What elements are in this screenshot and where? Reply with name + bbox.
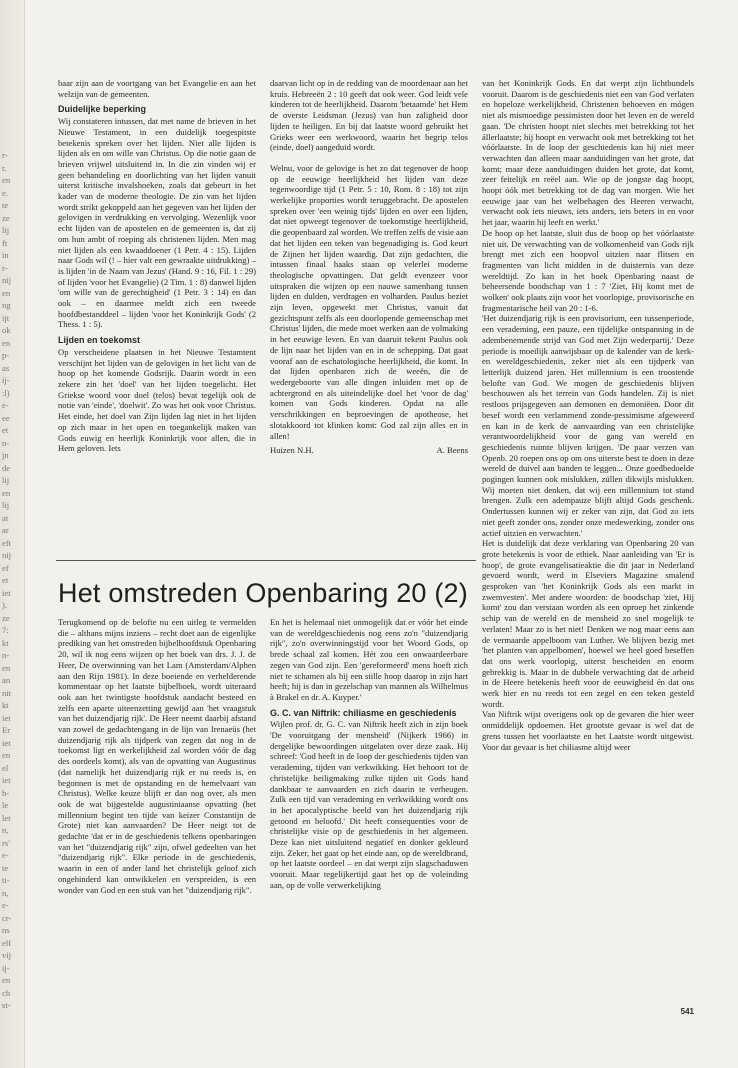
right-column — [482, 78, 694, 1002]
binding-fragment: en — [2, 175, 11, 185]
binding-fragment: ijt — [2, 313, 10, 323]
paragraph: Op verscheidene plaatsen in het Nieuwe Testamtent verschijnt het lijden van de gelovigen in het licht van de hoop op het komende Godsrijk. Daarin wordt in een zekere zin het 'doel' van het lijden toegelicht. Het Griekse woord voor doel (telos) bevat tegelijk ook de notie van 'einde', 'doelwit'. Zo was het ook voor Christus. Het einde, het doel van Zijn lijden lag niet in het lijden op zich maar in het open en toegankelijk maken van Gods euwig en heerlijk Koninkrijk voor allen, die in Hem geloven. Iets — [58, 346, 256, 454]
binding-fragment: ze — [2, 213, 10, 223]
binding-fragment: an — [2, 675, 11, 685]
binding-fragment: en — [2, 488, 11, 498]
binding-fragment: ok — [2, 325, 11, 335]
binding-fragment: r- — [2, 150, 8, 160]
binding-fragment: el — [2, 763, 9, 773]
binding-fragment: le — [2, 800, 9, 810]
binding-fragment: en — [2, 288, 11, 298]
binding-fragment: iet — [2, 713, 11, 723]
binding-fragment: en — [2, 975, 11, 985]
binding-fragment: r. — [2, 163, 7, 173]
binding-fragment: lij — [2, 475, 10, 485]
binding-fragment: en — [2, 750, 11, 760]
author-name: A. Beens — [436, 445, 468, 456]
binding-fragment: lij — [2, 500, 10, 510]
binding-fragment: iet — [2, 775, 11, 785]
binding-fragment: e- — [2, 900, 9, 910]
paragraph: Wijlen prof. dr. G. C. van Niftrik heeft zich in zijn boek 'De vooruitgang der mensheid' (Nijkerk 1966) in dergelijke bewoordingen uitgelaten over deze zaak. Hij schreef: 'God heeft in de loop der geschiedenis tijden van verademing, tijden van verkwikking. Het behoort tot de christelijke heiligmaking zulke tijden uit Gods hand dankbaar te aanvaarden en zich daarin te verheugen. Zulk een tijd van verademing en verkwikking wordt ons in het apocalyptische beeld van het duizendjarig rijk getoond en beloofd.' Dit heeft consequenties voor de christelijke visie op de geschiedenis in het algemeen. Deze kan niet uitsluitend negatief en donker gekleurd zijn. Zeker, het gaat op het einde aan, op de wereldbrand, op het laatste oordeel – en dat werpt zijn slagschaduwen vooruit. Maar tegelijkertijd gaat het op de voleinding aan, op de volle verwerkelijking — [270, 719, 468, 890]
binding-fragment: et — [2, 425, 9, 435]
binding-fragment: e. — [2, 188, 8, 198]
paragraph: Welnu, voor de gelovige is het zo dat tegenover de hoop op de eeuwige heerlijkheid het lijden van deze tegenwoordige tijd (1 Petr. 5 : 10, Rom. 8 : 18) tot zijn werkelijke proporties wordt teruggebracht. De apostelen spreken over 'een weinig tijds' lijden en over een lijden, dat niet opweegt tegenover de toekomstige heerlijkheid, die geopenbaard zal worden. We treffen zelfs de visie aan dat het lijden een teken van begenadiging is. God keurt de Zijnen het lijden waardig. Dat zijn gedachten, die intussen finaal haaks staan op velerlei moderne theologische opvattingen. Dat geldt evenzeer voor uitspraken die wijzen op een nauwe samenhang tussen lijden en dulden, verdragen en volharden. Paulus beziet zijn leven, opgewekt met Christus, vanuit dat gezichtspunt zelfs als een doorlopende gemeenschap met Christus' lijden, die mede moet werken aan de volmaking in het eeuwige leven. En van daaruit tekent Paulus ook de lijn naar het lijden van en in de schepping. Dat gaat vooraf aan de eschatologische heerlijkheid, die komt. In dat lijden openbaren zich de weeën, die de wedergeboorte van alle dingen inluiden met op de achtergrond en als uiteindelijke doel het 'voor de dag' komen van Gods kinderen. Opdat na alle verschrikkingen en beproevingen de apotheose, het slotakkoord tot klinken komt: God zal zijn alles en in allen! — [270, 162, 468, 441]
paragraph: 'Het duizendjarig rijk is een provisorium, een tussenperiode, een verademing, een pauze, een tijdelijke ontspanning in de adembenemende strijd van God met Zijn wederpartij.' Deze periode is moeilijk aanwijsbaar op de kalender van de kerk- en wereldgeschiedenis, zeker niet als een tijdperk van letterlijk duizend jaren. Het millennium is een troostende belofte van God. We mogen de geschiedenis blijven beschouwen als het terrein van Gods handelen. Zij is niet restloos prijsgegeven aan demonen en demoniëen. Door dit besef wordt een verlammend zonde-pessimisme afgeweerd en kan in de kerk de aanvaarding van een christelijke verantwoordelijkheid voor de gang van wereld en geschiedenis ruimte blijven krijgen. 'De paar verzen van Openb. 20 roepen ons op om ons uiterste best te doen in deze wereld de duivel aan banden te leggen... Onze goedbedoelde pogingen kunnen ook mislukken, zúllen dikwijls mislukken. Wij moeten niet denken, dat wij een millennium tot stand brengen. Zulk een adempauze blijft altijd Gods geschenk. Ondertussen kunnen wij er zeker van zijn, dat God zo iets niet geeft zonder ons, zonder onze medewerking, zonder ons actief uitzien en verwachten.' — [482, 313, 694, 538]
binding-fragment: kt — [2, 638, 9, 648]
intro-paragraph: baar zijn aan de voortgang van het Evangelie en aan het welzijn van de gemeenten. — [58, 78, 256, 99]
binding-fragment: rs' — [2, 838, 10, 848]
binding-fragment: ti- — [2, 875, 10, 885]
paragraph: van het Koninkrijk Gods. En dat werpt zijn lichtbundels vooruit. Daarom is de geschiedenis niet een van God verlaten en hopeloze werkelijkheid. Christenen behoeven en mógen niet als mismoedige pessimisten door het leven en de wereld gaan. 'De christen hoopt niet slechts met betrekking tot het állerlaatste; hij hoopt en verwacht ook met betrekking tot het vóórlaatste. In de loop der geschiedenis kan hij niet meer verwachten dan alleen maar aanduidingen van het grote, dat komt; maar deze aanduidingen duiden het grote, dat komt, zeer feitelijk en reëel aan. Wie op de jongste dag hoopt, hoopt óók met betrekking tot de dag van morgen. Wie het eeuwige jaar van het welbehagen des Heeren verwacht, verwacht ook iets nieuws, iets anders, iets beters in en voor het jaar, waarin hij leeft en werkt.' — [482, 78, 694, 228]
paragraph: Terugkomend op de belofte nu een uitleg te vermelden die – althans mijns inziens – recht doet aan de eigenlijke prediking van het omstreden bijbelhoofdstuk Openbaring 20, wil ik nog eens wijzen op het boek van drs. J. J. de Heer, De overwinning van het Lam (Amsterdam/Alphen aan den Rijn 1981). In deze boeiende en verhelderende kommentaar op het laatste bijbelboek, wordt uiteraard ook aan het twintigste hoofdstuk aandacht besteed en zelfs een aparte uiteenzetting gewijd aan 'het vraagstuk van het duizendjarig rijk'. De Heer neemt daarbij afstand van zowel de gedachtengang in de lijn van Irenaeüs (het duizendjarig rijk als tijdperk van zegen dat nog in de toekomst ligt en werkelijkheid zal worden vóór de dag des oordeels komt), als van de opvatting van Augustinus (dat namelijk het duizendjarig rijk er nu reeds is, en begonnen is met de opstanding en de hemelvaart van Christus). Welke keuze blijft er dan nog over, als men ook de wat bijgestelde augustiniaanse opvatting (het millennium begint ten tijde van keizer Constantijn de Grote) niet kan aanvaarden? De Heer neigt tot de gedachte 'dat er in de geschiedenis telkens openbaringen van het "duizendjarig rijk" zijn, ofwel gedeelten van het "duizendjarig rijk". Elke periode in de geschiedenis, waarin in een of ander land het christelijk geloof zich ongehinderd kan ontwikkelen en verspreiden, is een wonder van God en een stuk van het "duizendjarig rijk". — [58, 617, 256, 895]
paragraph: daarvan licht op in de redding van de moordenaar aan het kruis. Hebreeën 2 : 10 geeft dat ook weer. God leidt vele kinderen tot de heerlijkheid. Daarom 'betaamde' het Hem de overste Leidsman (Jezus) van hun zaligheid door lijden te heiligen. En bij dat laatste woord gebruikt het Grieks weer een werkwoord, waarin het begrip telos (einde, doel) aangeduid wordt. — [270, 78, 468, 153]
binding-fragment: :l) — [2, 388, 10, 398]
binding-fragment: e- — [2, 850, 9, 860]
paragraph: Het is duidelijk dat deze verklaring van Openbaring 20 van grote betekenis is voor de ethiek. Naar aanleiding van 'Er is hoop', de grote evangelisatieaktie die dit jaar in Nederland gevoerd wordt, werd in Elseviers Magazine smalend gesproken van 'het Koninkrijk Gods als een markt in zwemvesten'. Met andere woorden: de boodschap 'ziet, Hij komt' zou dan verstaan worden als een oproep het zinkende schip van de wereld en de mensheid zo snel mogelijk te verlaten! Maar zo is het niet! Denken we nog maar eens aan de vermaarde appelboom van Luther. We blijven bezig met 'het planten van appelbomen', hoewel we heel goed beseffen dat ons werk voorlopig, uiterst bescheiden en enorm gebrekkig is. Maar in de dubbele verwachting dat de arbeid in de Heere betekenis heeft voor de eeuwigheid én dat ons werk hier en nu reeds tot een zegel en een teken gesteld wordt. — [482, 538, 694, 709]
binding-fragment: en — [2, 663, 11, 673]
binding-fragment: kt — [2, 700, 9, 710]
bottom-column-2 — [270, 617, 468, 1029]
binding-fragment: ch — [2, 988, 11, 998]
binding-fragment: ar — [2, 525, 9, 535]
page-number: 541 — [680, 1007, 694, 1016]
binding-fragment: iet — [2, 738, 11, 748]
binding-fragment: ). — [2, 600, 8, 610]
binding-fragment: ij- — [2, 375, 10, 385]
section-heading-duidelijke-beperking: Duidelijke beperking — [58, 104, 147, 115]
binding-fragment: n, — [2, 888, 9, 898]
binding-fragment: nit — [2, 688, 12, 698]
binding-fragment: te — [2, 863, 9, 873]
binding-fragment: et — [2, 575, 9, 585]
top-column-2 — [270, 78, 468, 554]
binding-fragment: ng — [2, 300, 11, 310]
binding-fragment: iet — [2, 588, 11, 598]
section-heading-lijden-en-toekomst: Lijden en toekomst — [58, 335, 141, 346]
binding-fragment: Er — [2, 725, 11, 735]
binding-fragment: elf — [2, 938, 12, 948]
binding-fragment: te — [2, 200, 9, 210]
binding-fragment: en — [2, 338, 11, 348]
binding-fragment: ef — [2, 563, 9, 573]
binding-fragment: cr- — [2, 913, 12, 923]
paragraph: Wij constateren intussen, dat met name de brieven in het Nieuwe Testament, in een duidelijk toegespitste betekenis spreken over het lijden. Niet alle lijden is lijden als en om wille van Christus. Op die notie gaan de brieven vrijwel uitsluitend in. In die zin vinden wij er geen behandeling en doorlichting van het lijden vanuit uiterst kritische invalshoeken, zoals dat gebeurt in het kader van de moderne theologie. De zin van het lijden wordt strikt gekoppeld aan het gegeven van het lijden der gelovigen in verdrukking en vervolging. Wezenlijk voor echt lijden van de apostelen en de gemeenten is, dat zij om hun ambt of roeping als christenen lijden. Men mag niet lijden als een kwaaddoener (1 Petr. 4 : 15). Lijden naar Gods wil (! – hier valt een gewraakte uitdrukking) – is lijden 'in de Naam van Jezus' (Hand. 9 : 16, Fil. 1 : 29) of lijden 'voor het Evangelie) (2 Tim. 1 : 8) danwel lijden 'om wille van de gerechtigheid' (1 Petr. 3 : 14) en dan ook – en daarmee meldt zich een tweede hoofdbestanddeel – lijden 'voor het Koninkrijk Gods' (2 Thess. 1 : 5). — [58, 116, 256, 330]
article-divider — [56, 560, 476, 561]
binding-strip — [0, 0, 25, 1068]
binding-fragment: lij — [2, 225, 10, 235]
top-column-1 — [58, 78, 256, 554]
binding-fragment: st- — [2, 1000, 11, 1010]
binding-fragment: p- — [2, 350, 10, 360]
binding-fragment: at — [2, 513, 9, 523]
binding-fragment: ft — [2, 238, 8, 248]
binding-fragment: ee — [2, 413, 10, 423]
section-heading-van-niftrik: G. C. van Niftrik: chiliasme en geschiedenis — [270, 707, 457, 718]
binding-fragment: ij- — [2, 963, 10, 973]
binding-fragment: de — [2, 463, 11, 473]
binding-fragment: nij — [2, 275, 12, 285]
binding-fragment: 7: — [2, 625, 9, 635]
bottom-column-1 — [58, 617, 256, 1029]
binding-fragment: r- — [2, 263, 8, 273]
binding-fragment: eft — [2, 538, 12, 548]
binding-fragment: ns — [2, 925, 10, 935]
binding-fragment: as — [2, 363, 10, 373]
binding-fragment: let — [2, 813, 11, 823]
binding-fragment: n- — [2, 438, 10, 448]
article-title: Het omstreden Openbaring 20 (2) — [58, 578, 468, 608]
binding-fragment: ze — [2, 613, 10, 623]
binding-fragment: h- — [2, 788, 10, 798]
binding-fragment: vij — [2, 950, 12, 960]
magazine-page — [56, 76, 696, 1036]
author-signature — [270, 445, 468, 456]
author-location: Huizen N.H. — [270, 445, 314, 456]
binding-fragment: in — [2, 250, 9, 260]
binding-fragment: e- — [2, 400, 9, 410]
paragraph: Van Niftrik wijst overigens ook op de gevaren die hier weer onmiddelijk opdoemen. Het grootste gevaar is wel dat de grens tussen het voorlaatste en het Laatste wordt uitgewist. Voor dat gevaar is het chiliasme altijd weer — [482, 709, 694, 752]
binding-fragment: jn — [2, 450, 9, 460]
binding-fragment: n- — [2, 650, 10, 660]
paragraph: De hoop op het laatste, sluit dus de hoop op het vóórlaatste niet uit. De verwachting van de volkomenheid van Gods rijk brengt met zich een hoopvol uitzien naar flitsen en fragmenten van licht midden in de duisternis van deze wereldtijd. Zo kan in het boek Openbaring naast de beheersende boodschap van 1 : 7 'Ziet, Hij komt met de wolken' ook plaats zijn voor het voorlopige, provisorische en fragmentarische heil van 20 : 1-6. — [482, 227, 694, 313]
paragraph: En het is helemaal niet onmogelijk dat er vóór het einde van de wereldgeschiedenis nog eens zo'n "duizendjarig rijk", zo'n overwinningstijd voor het Woord Gods, op brede schaal zal komen. Hét zou een onwaardeerbare zegen van God zijn. Een 'gereformeerd' mens hoeft zich niet te schamen als hij een stille hoop daarop in zijn hart heeft; hij is dan in gezelschap van mannen als Wilhelmus à Brakel en dr. A. Kuyper.' — [270, 617, 468, 702]
binding-fragment: n, — [2, 825, 9, 835]
binding-fragment: nij — [2, 550, 12, 560]
